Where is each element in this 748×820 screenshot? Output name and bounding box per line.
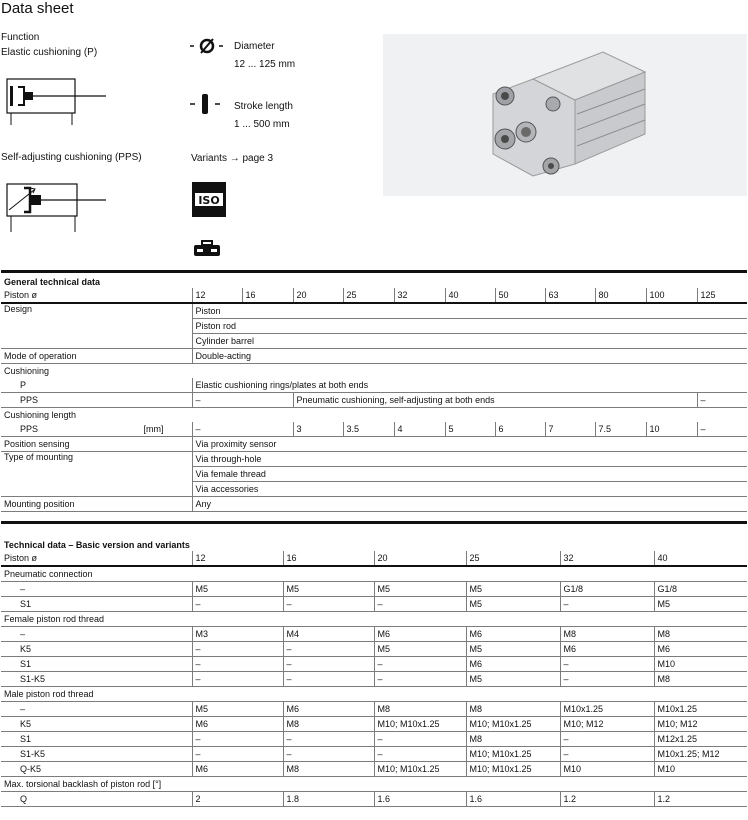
table-cell: –: [374, 597, 466, 612]
table-cell: M6: [560, 642, 654, 657]
table-cell: 1.2: [560, 792, 654, 807]
row-label: S1-K5: [1, 672, 192, 687]
table-row: [1, 762, 747, 777]
table-cell: M5: [466, 672, 560, 687]
table-cell: M6: [466, 627, 560, 642]
piston-label: Piston ø: [1, 551, 192, 566]
table-cell: –: [560, 747, 654, 762]
piston-size: 32: [394, 288, 445, 303]
table-cell: M6: [466, 657, 560, 672]
table-cell: M10x1.25: [654, 702, 747, 717]
self-adjusting-cushioning-symbol-icon: [6, 178, 108, 234]
svg-text:ISO: ISO: [198, 194, 220, 207]
cushioning-length-value: 3: [293, 422, 343, 437]
table-cell: 1.2: [654, 792, 747, 807]
table-cell: –: [374, 657, 466, 672]
cushioning-pps-value: –: [192, 393, 293, 408]
table-cell: M10; M10x1.25: [466, 747, 560, 762]
table-row: [1, 642, 747, 657]
table-cell: M10; M10x1.25: [466, 762, 560, 777]
cushioning-length-pps-label: [1, 422, 192, 437]
row-label: –: [1, 627, 192, 642]
table-row: [1, 657, 747, 672]
variants-reference: Variants → page 3: [191, 153, 274, 164]
compact-cylinder-image: [383, 34, 747, 196]
table-row: [1, 792, 747, 807]
table-cell: –: [283, 657, 374, 672]
table-cell: –: [374, 732, 466, 747]
table-cell: M4: [283, 627, 374, 642]
mounting-type-label: Type of mounting: [1, 452, 192, 497]
cushioning-length-value: 3.5: [343, 422, 394, 437]
piston-size: 16: [283, 551, 374, 566]
cushioning-p-value: Elastic cushioning rings/plates at both ends: [192, 378, 747, 393]
mode-value: Double-acting: [192, 349, 747, 364]
cushioning-length-value: –: [697, 422, 747, 437]
table-cell: –: [192, 597, 283, 612]
piston-header-row: [1, 288, 747, 303]
product-photo: [383, 34, 747, 196]
table-row: [1, 732, 747, 747]
piston-size: 125: [697, 288, 747, 303]
table-cell: M10; M10x1.25: [374, 762, 466, 777]
table-cell: M5: [192, 582, 283, 597]
stroke-length-label: Stroke length: [234, 101, 293, 112]
piston-size: 12: [192, 288, 242, 303]
row-label: S1: [1, 732, 192, 747]
table-cell: –: [192, 732, 283, 747]
cl-pps-label: PPS: [20, 424, 39, 434]
section-title-row: [1, 566, 747, 582]
table-cell: 1.6: [466, 792, 560, 807]
table-cell: –: [560, 597, 654, 612]
row-label: S1: [1, 597, 192, 612]
diameter-range: 12 ... 125 mm: [234, 59, 296, 70]
table-cell: –: [192, 672, 283, 687]
piston-label: Piston ø: [1, 288, 192, 303]
position-sensing-label: Position sensing: [1, 437, 192, 452]
cl-unit: [mm]: [143, 424, 164, 434]
row-label: –: [1, 582, 192, 597]
table-cell: M10; M10x1.25: [466, 717, 560, 732]
table-row: [1, 597, 747, 612]
piston-size: 20: [374, 551, 466, 566]
diameter-label: Diameter: [234, 41, 275, 52]
cushioning-pps-value: –: [697, 393, 747, 408]
piston-size: 12: [192, 551, 283, 566]
mounting-type-value: Via accessories: [192, 482, 747, 497]
table-cell: 2: [192, 792, 283, 807]
table-row: [1, 747, 747, 762]
mounting-type-value: Via through-hole: [192, 452, 747, 467]
elastic-cushioning-symbol-icon: [6, 75, 108, 127]
table-cell: –: [560, 657, 654, 672]
table-cell: M10; M10x1.25: [374, 717, 466, 732]
table-cell: M5: [466, 597, 560, 612]
mounting-position-value: Any: [192, 497, 747, 512]
table-cell: M5: [283, 582, 374, 597]
table-cell: M8: [654, 627, 747, 642]
table-cell: M6: [192, 717, 283, 732]
section-title: Female piston rod thread: [1, 612, 747, 627]
table-cell: M5: [374, 582, 466, 597]
table-cell: G1/8: [560, 582, 654, 597]
row-label: K5: [1, 717, 192, 732]
mounting-type-value: Via female thread: [192, 467, 747, 482]
table-cell: M6: [654, 642, 747, 657]
table-cell: M10; M12: [560, 717, 654, 732]
section-title-row: [1, 777, 747, 792]
section-title: Max. torsional backlash of piston rod [°]: [1, 777, 747, 792]
section-title: Pneumatic connection: [1, 566, 747, 582]
toolbox-icon: [193, 240, 221, 258]
cushioning-pps-value: Pneumatic cushioning, self-adjusting at both ends: [293, 393, 697, 408]
function-label: Function: [1, 32, 40, 43]
table-cell: M10: [560, 762, 654, 777]
table-cell: –: [283, 597, 374, 612]
table-cell: M8: [283, 762, 374, 777]
piston-size: 16: [242, 288, 293, 303]
design-value: Cylinder barrel: [192, 334, 747, 349]
section-title-row: [1, 687, 747, 702]
piston-size: 25: [466, 551, 560, 566]
cushioning-p-label: P: [1, 378, 192, 393]
table-cell: M8: [654, 672, 747, 687]
table-cell: –: [192, 642, 283, 657]
table-cell: M5: [192, 702, 283, 717]
table-cell: M8: [466, 702, 560, 717]
table-cell: M5: [466, 582, 560, 597]
table-cell: –: [283, 747, 374, 762]
piston-size: 80: [595, 288, 646, 303]
row-label: Q: [1, 792, 192, 807]
general-heading: General technical data: [4, 276, 101, 287]
row-label: Q-K5: [1, 762, 192, 777]
cushioning-length-value: –: [192, 422, 293, 437]
basic-heading: Technical data – Basic version and variants: [4, 539, 190, 550]
row-label: S1: [1, 657, 192, 672]
design-value: Piston: [192, 303, 747, 319]
mode-label: Mode of operation: [1, 349, 192, 364]
piston-size: 32: [560, 551, 654, 566]
table-cell: M3: [192, 627, 283, 642]
piston-size: 40: [654, 551, 747, 566]
section-rule-general: [1, 270, 747, 273]
row-label: –: [1, 702, 192, 717]
diameter-icon: [190, 37, 224, 55]
piston-size: 25: [343, 288, 394, 303]
table-cell: –: [560, 732, 654, 747]
table-cell: –: [192, 747, 283, 762]
piston-size: 40: [445, 288, 495, 303]
cushioning-pps-label: PPS: [1, 393, 192, 408]
cushioning-length-value: 7: [545, 422, 595, 437]
table-cell: 1.8: [283, 792, 374, 807]
table-row: [1, 717, 747, 732]
table-cell: M8: [466, 732, 560, 747]
table-cell: M8: [283, 717, 374, 732]
piston-size: 20: [293, 288, 343, 303]
table-cell: 1.6: [374, 792, 466, 807]
stroke-length-range: 1 ... 500 mm: [234, 119, 290, 130]
table-cell: G1/8: [654, 582, 747, 597]
table-cell: –: [283, 732, 374, 747]
row-label: S1-K5: [1, 747, 192, 762]
table-cell: –: [283, 672, 374, 687]
elastic-cushioning-label: Elastic cushioning (P): [1, 47, 98, 58]
cushioning-length-value: 6: [495, 422, 545, 437]
design-value: Piston rod: [192, 319, 747, 334]
table-cell: M5: [374, 642, 466, 657]
table-cell: M5: [466, 642, 560, 657]
self-adjusting-cushioning-label: Self-adjusting cushioning (PPS): [1, 152, 142, 163]
position-sensing-value: Via proximity sensor: [192, 437, 747, 452]
table-cell: M10x1.25: [560, 702, 654, 717]
table-cell: M8: [560, 627, 654, 642]
row-label: K5: [1, 642, 192, 657]
design-label: Design: [1, 303, 192, 349]
section-rule-basic: [1, 521, 747, 524]
table-cell: M6: [192, 762, 283, 777]
table-cell: M10x1.25; M12: [654, 747, 747, 762]
table-cell: M6: [374, 627, 466, 642]
piston-size: 63: [545, 288, 595, 303]
section-title-row: [1, 612, 747, 627]
table-cell: M5: [654, 597, 747, 612]
table-cell: –: [374, 747, 466, 762]
table-cell: M10: [654, 762, 747, 777]
table-cell: –: [374, 672, 466, 687]
table-cell: M10; M12: [654, 717, 747, 732]
section-title: Male piston rod thread: [1, 687, 747, 702]
table-cell: –: [283, 642, 374, 657]
cushioning-length-value: 4: [394, 422, 445, 437]
table-row: [1, 582, 747, 597]
piston-size: 50: [495, 288, 545, 303]
table-cell: M8: [374, 702, 466, 717]
page-title: Data sheet: [1, 0, 74, 17]
stroke-length-icon: [190, 92, 224, 116]
table-cell: M6: [283, 702, 374, 717]
basic-version-table: [1, 538, 747, 807]
table-cell: M10: [654, 657, 747, 672]
cushioning-length-value: 5: [445, 422, 495, 437]
mounting-position-label: Mounting position: [1, 497, 192, 512]
iso-logo-icon: [192, 182, 226, 217]
table-row: [1, 627, 747, 642]
cushioning-length-value: 7.5: [595, 422, 646, 437]
cushioning-length-value: 10: [646, 422, 697, 437]
table-cell: M12x1.25: [654, 732, 747, 747]
cushioning-label: Cushioning: [4, 366, 50, 376]
general-technical-data-table: [1, 275, 747, 512]
table-cell: –: [560, 672, 654, 687]
table-cell: –: [192, 657, 283, 672]
basic-piston-header-row: [1, 551, 747, 566]
piston-size: 100: [646, 288, 697, 303]
table-row: [1, 672, 747, 687]
table-row: [1, 702, 747, 717]
cushioning-length-label: Cushioning length: [4, 410, 77, 420]
